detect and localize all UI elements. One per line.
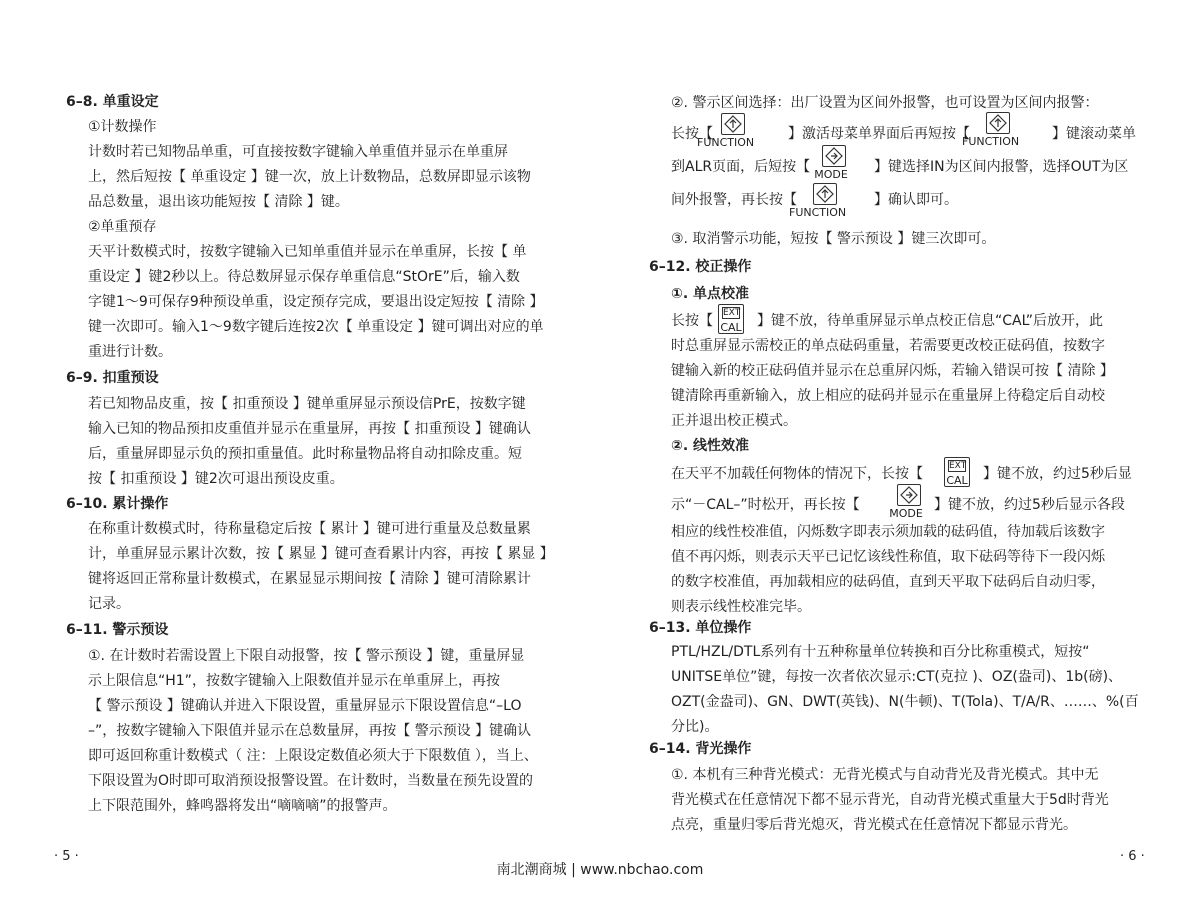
text-line: ③. 取消警示功能，短按【 警示预设 】键三次即可。 [671,231,996,247]
section-heading: 6–9. 扣重预设 [66,370,159,386]
text-line: 长按【 [671,313,713,329]
text-line: 背光模式在任意情况下都不显示背光，自动背光模式重量大于5d时背光 [671,792,1109,808]
text-line: ②. 警示区间选择：出厂设置为区间外报警，也可设置为区间内报警： [671,95,1099,111]
text-line: 】确认即可。 [874,192,958,208]
text-line: 到ALR页面，后短按【 [671,159,811,175]
text-line: 示上限信息“H1”，按数字键输入上限数值并显示在单重屏上，再按 [88,673,500,689]
text-line: 即可返回称重计数模式（ 注：上限设定数值必须大于下限数值 ），当上、 [88,748,538,764]
text-line: 上下限范围外，蜂鸣器将发出“嘀嘀嘀”的报警声。 [88,798,397,814]
text-line: 键输入新的校正砝码值并显示在总重屏闪烁，若输入错误可按【 清除 】 [671,363,1114,379]
section-heading: 6–11. 警示预设 [66,622,169,638]
section-heading: ①. 单点校准 [671,286,750,302]
text-line: UNITSE单位”键，每按一次者依次显示:CT(克拉 )、OZ(盎司)、1b(磅)、 [671,669,1123,685]
page-number-left: · 5 · [54,849,79,864]
text-line: OZT(金盎司)、GN、DWT(英钱)、N(牛顿)、T(Tola)、T/A/R、……、%(百 [671,694,1139,710]
text-line: 的数字校准值，再加载相应的砝码值，直到天平取下砝码后自动归零， [671,574,1105,590]
text-line: 按【 扣重预设 】键2次可退出预设皮重。 [88,471,344,487]
function-key-icon [789,183,847,219]
text-line: 示“－CAL–”时松开，再长按【 [671,497,860,513]
ext-cal-key-icon [718,304,744,334]
key-label: MODE [889,507,923,520]
text-line: 【 警示预设 】键确认并进入下限设置，重量屏显示下限设置信息“–LO [88,698,522,714]
section-heading: 6–8. 单重设定 [66,94,159,110]
mode-key-icon [889,484,924,520]
text-line: 计数时若已知物品单重，可直接按数字键输入单重值并显示在单重屏 [88,144,508,160]
text-line: 后，重量屏即显示负的预扣重量值。此时称量物品将自动扣除皮重。短 [88,446,522,462]
text-line: 品总数量，退出该功能短按【 清除 】键。 [88,194,349,210]
text-line: 重进行计数。 [88,344,172,360]
text-line: ①. 本机有三种背光模式：无背光模式与自动背光及背光模式。其中无 [671,767,1099,783]
key-label: FUNCTION [789,206,847,219]
text-line: 记录。 [88,596,130,612]
text-line: ①计数操作 [88,119,157,135]
text-line: 长按【 [671,126,713,142]
key-label: FUNCTION [962,135,1020,148]
section-heading: 6–13. 单位操作 [649,620,752,636]
text-line: 上，然后短按【 单重设定 】键一次，放上计数物品，总数屏即显示该物 [88,169,531,185]
text-line: 在称重计数模式时，待称量稳定后按【 累计 】键可进行重量及总数量累 [88,521,531,537]
text-line: ②单重预存 [88,219,157,235]
text-line: ①. 在计数时若需设置上下限自动报警，按【 警示预设 】键，重量屏显 [88,648,525,664]
text-line: 】键不放，约过5秒后显示各段 [934,497,1125,513]
text-line: 】键滚动菜单 [1052,126,1136,142]
text-line: 点亮，重量归零后背光熄灭，背光模式在任意情况下都显示背光。 [671,817,1077,833]
section-heading: ②. 线性效准 [671,438,750,454]
text-line: 相应的线性校准值，闪烁数字即表示须加载的砝码值，待加载后该数字 [671,524,1105,540]
section-heading: 6–12. 校正操作 [649,259,752,275]
text-line: 值不再闪烁，则表示天平已记忆该线性称值，取下砝码等待下一段闪烁 [671,549,1105,565]
cal-label: CAL [946,474,968,487]
text-line: 则表示线性校准完毕。 [671,599,811,615]
text-line: 】键不放，待单重屏显示单点校正信息“CAL”后放开，此 [757,313,1103,329]
mode-key-icon [814,145,849,181]
section-heading: 6–10. 累计操作 [66,496,169,512]
text-line: 输入已知的物品预扣皮重值并显示在重量屏，再按【 扣重预设 】键确认 [88,421,531,437]
text-line: 若已知物品皮重，按【 扣重预设 】键单重屏显示预设信PrE，按数字键 [88,396,526,412]
function-key-icon [697,113,755,149]
key-label: FUNCTION [697,136,755,149]
text-line: 正并退出校正模式。 [671,413,797,429]
page-number-right: · 6 · [1120,849,1145,864]
function-key-icon [962,112,1020,148]
text-line: –”，按数字键输入下限值并显示在总数量屏，再按【 警示预设 】键确认 [88,723,532,739]
section-heading: 6–14. 背光操作 [649,741,752,757]
text-line: 】键选择IN为区间内报警，选择OUT为区 [874,159,1129,175]
text-line: 字键1～9可保存9种预设单重，设定预存完成，要退出设定短按【 清除 】 [88,294,544,310]
text-line: 时总重屏显示需校正的单点砝码重量，若需要更改校正砝码值，按数字 [671,338,1105,354]
text-line: 计，单重屏显示累计次数，按【 累显 】键可查看累计内容，再按【 累显 】 [88,546,554,562]
text-line: 下限设置为O时即可取消预设报警设置。在计数时，当数量在预先设置的 [88,773,534,789]
text-line: 在天平不加载任何物体的情况下，长按【 [671,466,923,482]
text-line: 重设定 】键2秒以上。待总数屏显示保存单重信息“StOrE”后，输入数 [88,269,520,285]
key-label: MODE [814,168,848,181]
site-footer[interactable]: 南北潮商城 | www.nbchao.com [496,862,704,878]
ext-label: EXT [723,308,741,318]
text-line: 间外报警，再长按【 [671,192,797,208]
text-line: 键一次即可。输入1～9数字键后连按2次【 单重设定 】键可调出对应的单 [88,319,544,335]
cal-label: CAL [720,321,742,334]
ext-cal-key-icon [944,457,970,487]
text-line: 天平计数模式时，按数字键输入已知单重值并显示在单重屏，长按【 单 [88,244,527,260]
ext-label: EXT [949,461,967,471]
text-line: 键清除再重新输入，放上相应的砝码并显示在重量屏上待稳定后自动校 [671,388,1105,404]
text-line: 】激活母菜单界面后再短按【 [788,126,970,142]
text-line: 】键不放，约过5秒后显 [983,466,1132,482]
text-line: 分比)。 [671,719,719,735]
text-line: 键将返回正常称量计数模式，在累显显示期间按【 清除 】键可清除累计 [88,571,531,587]
text-line: PTL/HZL/DTL系列有十五种称量单位转换和百分比称重模式，短按“ [671,644,1090,660]
